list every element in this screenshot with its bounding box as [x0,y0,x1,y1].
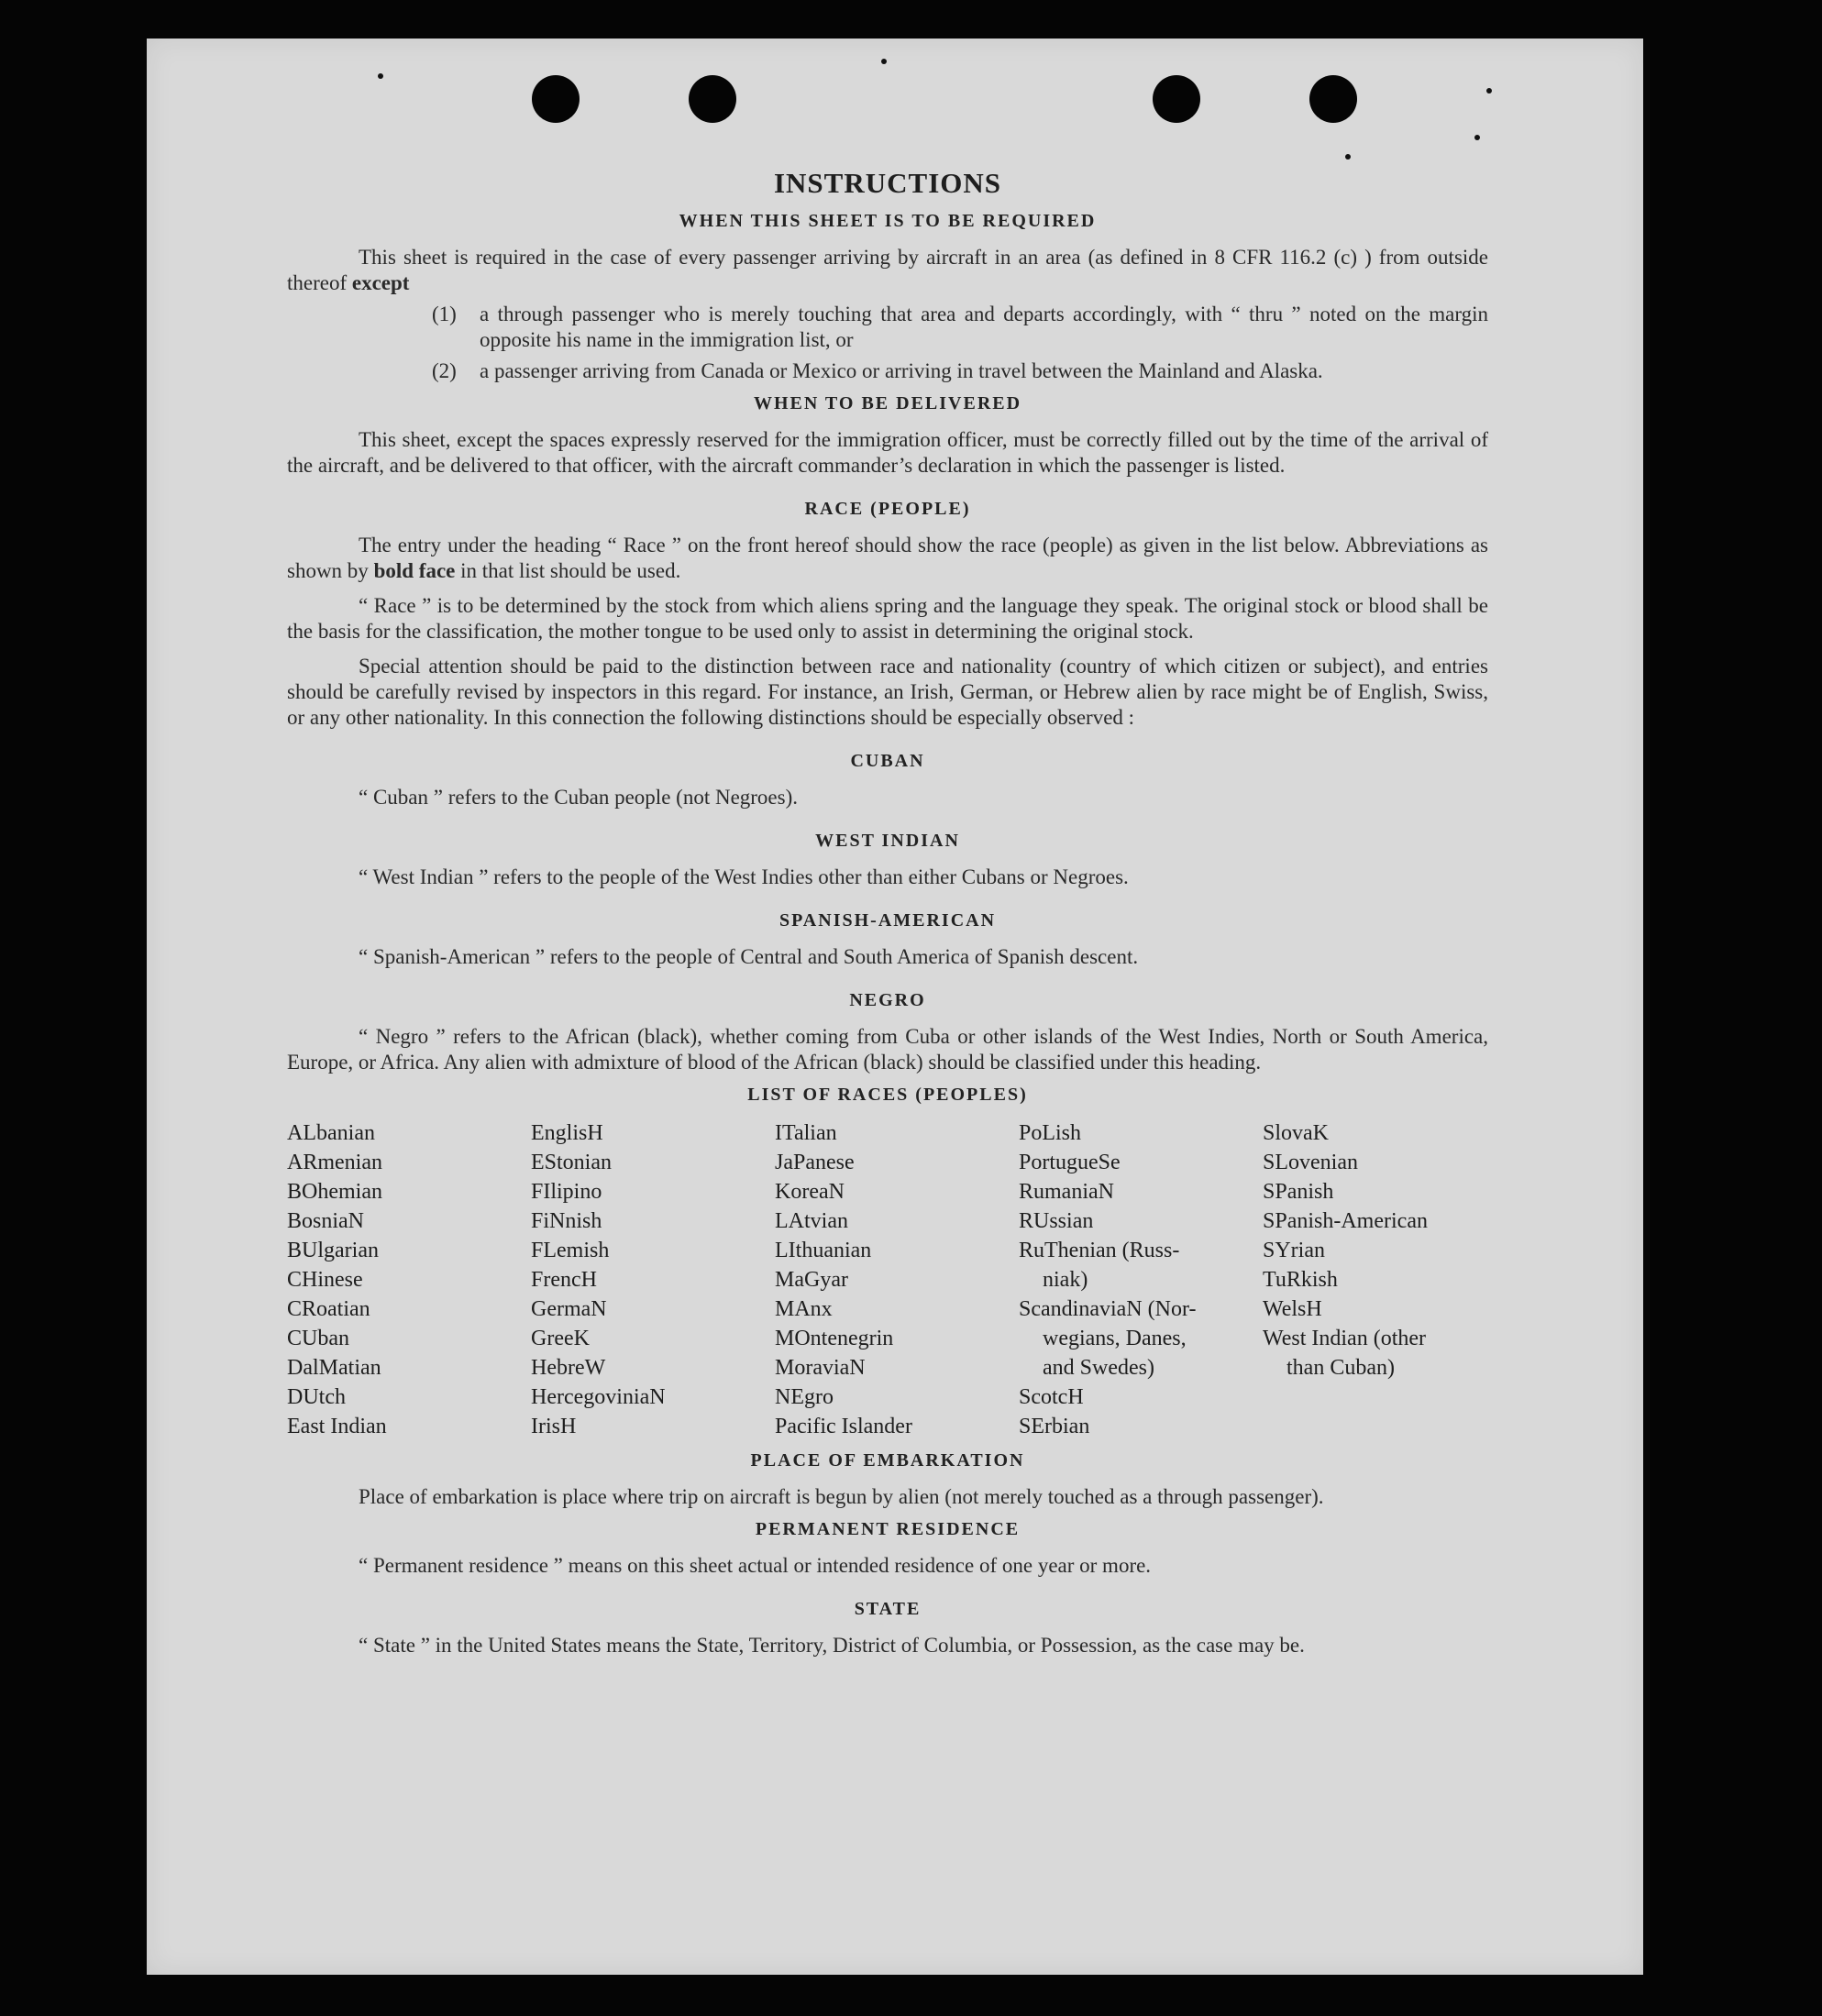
exception-item [432,302,1488,353]
paragraph-delivered: This sheet, except the spaces expressly reserved for the immigration officer, must be correctly filled out by the time of the arrival of the aircraft, and be delivered to that officer, with the aircraft commander’s declaration in which the passenger is listed. [287,428,1488,477]
exception-text: a through passenger who is merely touching that area and departs accordingly, with “ thru ” noted on the margin opposite his name in the immigration list, or [480,303,1488,351]
race-entry: SLovenian [1263,1151,1358,1174]
race-entry: WelsH [1263,1297,1322,1321]
races-column [1263,1118,1488,1441]
paragraph-residence: “ Permanent residence ” means on this sheet actual or intended residence of one year or more. [359,1554,1152,1577]
race-entry: LIthuanian [775,1239,872,1262]
punch-hole [1153,75,1200,123]
speck [378,73,383,79]
race-entry: ITalian [775,1121,837,1145]
punch-hole [689,75,736,123]
heading-spanish-american: SPANISH-AMERICAN [778,910,997,931]
race-entry: GermaN [531,1297,607,1321]
heading-race: RACE (PEOPLE) [804,499,971,519]
heading-when-required: WHEN THIS SHEET IS TO BE REQUIRED [679,211,1097,231]
races-column [775,1118,1000,1441]
speck [1486,88,1492,94]
race-entry: MoraviaN [775,1356,866,1380]
heading-permanent-residence: PERMANENT RESIDENCE [755,1519,1021,1539]
race-entry: CRoatian [287,1297,370,1321]
race-entry: RuThenian (Russ- [1019,1239,1180,1262]
paragraph-cuban: “ Cuban ” refers to the Cuban people (not Negroes). [359,786,799,809]
race-entry: BosniaN [287,1209,364,1233]
race-entry: IrisH [531,1415,577,1438]
document-page [147,39,1643,1975]
race-entry: HercegoviniaN [531,1385,666,1409]
required-intro-text: This sheet is required in the case of every passenger arriving by aircraft in an area (as defined in 8 CFR 116.2 (c) ) from outside thereof [287,246,1488,294]
race-entry: SPanish-American [1263,1209,1428,1233]
race-entry: MaGyar [775,1268,848,1292]
race-entry: SPanish [1263,1180,1334,1204]
race-entry: RUssian [1019,1209,1094,1233]
race-entry: EStonian [531,1151,612,1174]
race-entry: niak) [1043,1268,1088,1292]
race-entry: CHinese [287,1268,363,1292]
race-entry: East Indian [287,1415,387,1438]
except-text: except [351,271,410,294]
race-p1-a: The entry under the heading “ Race ” on the front hereof should show the race (people) as given in the list below. Abbreviations as shown by [287,534,1488,582]
race-entry: than Cuban) [1286,1356,1395,1380]
paragraph-spanish-american: “ Spanish-American ” refers to the people of Central and South America of Spanish descent. [359,945,1139,968]
heading-state: STATE [854,1599,922,1619]
paragraph-west-indian: “ West Indian ” refers to the people of the West Indies other than either Cubans or Negroes. [359,865,1129,888]
race-entry: MAnx [775,1297,833,1321]
heading-list-of-races: LIST OF RACES (PEOPLES) [747,1085,1028,1105]
heading-cuban: CUBAN [850,751,925,771]
race-entry: EnglisH [531,1121,603,1145]
race-entry: ScandinaviaN (Nor- [1019,1297,1197,1321]
races-column [287,1118,513,1441]
race-entry: HebreW [531,1356,606,1380]
race-entry: Pacific Islander [775,1415,912,1438]
race-entry: BOhemian [287,1180,382,1204]
race-entry: and Swedes) [1043,1356,1154,1380]
paragraph-race-3: Special attention should be paid to the distinction between race and nationality (country of which citizen or subject), and entries should be carefully revised by inspectors in this regard. For instance, an Irish, German, or Hebrew alien by race might be of English, Swiss, or any other nationality. In this connection the following distinctions should be especially observed : [287,655,1488,729]
punch-hole [532,75,580,123]
race-entry: PoLish [1019,1121,1082,1145]
race-entry: ScotcH [1019,1385,1084,1409]
paragraph-required [287,245,1488,296]
speck [1345,154,1351,160]
exception-text: a passenger arriving from Canada or Mexico or arriving in travel between the Mainland and Alaska. [480,359,1323,382]
races-column [1019,1118,1244,1441]
race-entry: FLemish [531,1239,610,1262]
race-entry: West Indian (other [1263,1327,1427,1350]
race-entry: FiNnish [531,1209,602,1233]
races-column [531,1118,756,1441]
instructions-body [287,167,1488,1658]
heading-west-indian: WEST INDIAN [815,831,960,851]
paragraph-race-1 [287,533,1488,584]
paragraph-race-2: “ Race ” is to be determined by the stock from which aliens spring and the language they speak. The original stock or blood shall be the basis for the classification, the mother tongue to be used only to assist in determining the original stock. [287,594,1488,643]
race-entry: ARmenian [287,1151,382,1174]
race-entry: JaPanese [775,1151,855,1174]
race-entry: CUban [287,1327,349,1350]
race-entry: LAtvian [775,1209,848,1233]
race-entry: TuRkish [1263,1268,1338,1292]
race-entry: DUtch [287,1385,346,1409]
paragraph-state: “ State ” in the United States means the State, Territory, District of Columbia, or Possession, as the case may be. [359,1634,1305,1657]
race-p1-bold: bold face [373,559,456,582]
speck [881,59,887,64]
heading-place-of-embarkation: PLACE OF EMBARKATION [750,1450,1025,1471]
races-list [287,1118,1488,1441]
race-entry: SErbian [1019,1415,1090,1438]
punch-hole [1309,75,1357,123]
paragraph-embarkation: Place of embarkation is place where trip on aircraft is begun by alien (not merely touched as a through passenger). [359,1485,1324,1508]
race-entry: DalMatian [287,1356,381,1380]
race-entry: NEgro [775,1385,834,1409]
race-entry: MOntenegrin [775,1327,894,1350]
exception-item [432,358,1488,384]
heading-negro: NEGRO [849,990,926,1010]
paragraph-negro: “ Negro ” refers to the African (black), whether coming from Cuba or other islands of the West Indies, North or South America, Europe, or Africa. Any alien with admixture of blood of the African (black) should be classified under this heading. [287,1025,1488,1074]
race-entry: RumaniaN [1019,1180,1114,1204]
race-entry: wegians, Danes, [1043,1327,1187,1350]
race-entry: FrencH [531,1268,597,1292]
race-entry: BUlgarian [287,1239,379,1262]
race-p1-c: in that list should be used. [460,559,681,582]
race-entry: SYrian [1263,1239,1325,1262]
race-entry: FIlipino [531,1180,602,1204]
page-title: INSTRUCTIONS [773,167,1001,199]
race-entry: KoreaN [775,1180,845,1204]
exception-number: (1) [432,303,457,325]
race-entry: GreeK [531,1327,590,1350]
speck [1474,135,1480,140]
race-entry: SlovaK [1263,1121,1329,1145]
race-entry: PortugueSe [1019,1151,1121,1174]
race-entry: ALbanian [287,1121,375,1145]
heading-when-delivered: WHEN TO BE DELIVERED [753,393,1022,413]
exception-number: (2) [432,359,457,382]
